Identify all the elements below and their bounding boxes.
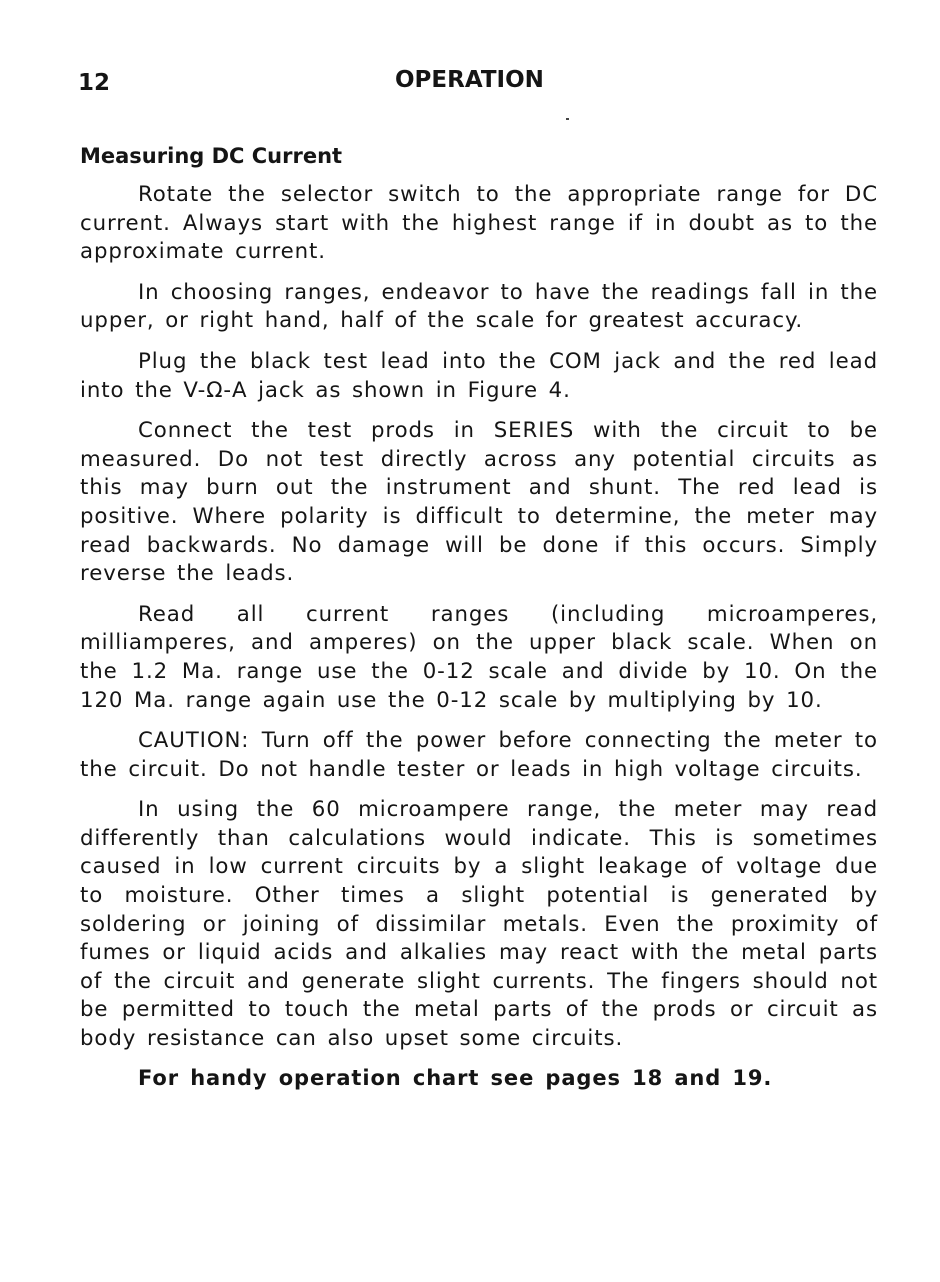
paragraph-read-ranges: Read all current ranges (including microamperes, milliamperes, and amperes) on the upper black scale. When on the 1.2 Ma. range use the 0-12 scale and divide by 10. On the 120 Ma. range again use the 0-12 scale by multiplying by 10. — [80, 601, 878, 713]
section-heading: Measuring DC Current — [80, 144, 343, 168]
body-text — [80, 181, 878, 1104]
scan-speck — [566, 118, 569, 120]
page-number: 12 — [78, 70, 111, 96]
closing-note: For handy operation chart see pages 18 and 19. — [138, 1065, 773, 1090]
paragraph-selector-switch: Rotate the selector switch to the appropriate range for DC current. Always start with the highest range if in doubt as to the approximate current. — [80, 182, 878, 265]
paragraph-connect-series: Connect the test prods in SERIES with the circuit to be measured. Do not test directly across any potential circuits as this may burn out the instrument and shunt. The red lead is positive. Where polarity is difficult to determine, the meter may read backwards. No damage will be done if this occurs. Simply reverse the leads. — [80, 418, 878, 587]
running-head: OPERATION — [395, 67, 544, 93]
paragraph-choosing-ranges: In choosing ranges, endeavor to have the readings fall in the upper, or right hand, half of the scale for greatest accuracy. — [80, 279, 878, 334]
paragraph-microampere-range: In using the 60 microampere range, the meter may read differently than calculations would indicate. This is sometimes caused in low current circuits by a slight leakage of voltage due to moisture. Other times a slight potential is generated by soldering or joining of dissimilar metals. Even the proximity of fumes or liquid acids and alkalies may react with the metal parts of the circuit and generate slight currents. The fingers should not be permitted to touch the metal parts of the prods or circuit as body resistance can also upset some circuits. — [80, 797, 878, 1052]
paragraph-plug-leads: Plug the black test lead into the COM jack and the red lead into the V-Ω-A jack as shown in Figure 4. — [80, 348, 878, 403]
paragraph-caution: CAUTION: Turn off the power before connecting the meter to the circuit. Do not handle tester or leads in high voltage circuits. — [80, 728, 878, 782]
